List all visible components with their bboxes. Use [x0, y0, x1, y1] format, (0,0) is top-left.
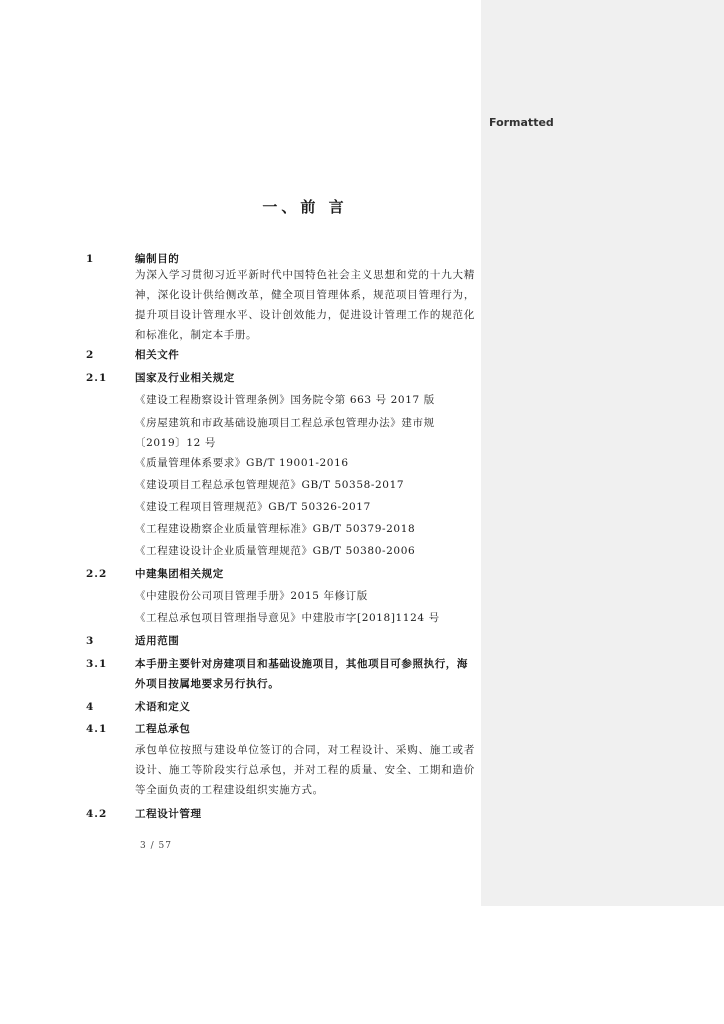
list-item: [0, 413, 480, 453]
purpose-paragraph: [0, 265, 480, 345]
regulation-item: 《房屋建筑和市政基础设施项目工程总承包管理办法》建市规〔2019〕12 号: [135, 417, 435, 449]
section-heading: 编制目的: [135, 253, 180, 265]
section-number: 2: [86, 349, 95, 361]
section-heading: 工程设计管理: [135, 808, 202, 820]
section-heading: 国家及行业相关规定: [135, 372, 235, 384]
section-heading: 中建集团相关规定: [135, 568, 224, 580]
regulation-item: 《中建股份公司项目管理手册》2015 年修订版: [135, 590, 368, 602]
section-number: 2.1: [86, 372, 108, 384]
paragraph-text: 承包单位按照与建设单位签订的合同，对工程设计、采购、施工或者设计、施工等阶段实行总承包，并对工程的质量、安全、工期和造价等全面负责的工程建设组织实施方式。: [135, 744, 475, 796]
definition-paragraph: [0, 740, 480, 800]
comment-pane: [481, 0, 724, 906]
comment-label[interactable]: Formatted: [489, 116, 554, 129]
page-title: 一、前 言: [262, 198, 348, 216]
paragraph-text: 为深入学习贯彻习近平新时代中国特色社会主义思想和党的十九大精神，深化设计供给侧改革，健全项目管理体系，规范项目管理行为，提升项目设计管理水平、设计创效能力，促进设计管理工作的规范化和标准化，制定本手册。: [135, 269, 475, 341]
section-number: 4.1: [86, 723, 108, 735]
regulation-item: 《建设工程项目管理规范》GB/T 50326-2017: [135, 501, 371, 513]
regulation-item: 《建设工程勘察设计管理条例》国务院令第 663 号 2017 版: [135, 394, 435, 406]
section-3-1: [0, 654, 480, 694]
regulation-item: 《工程建设设计企业质量管理规范》GB/T 50380-2006: [135, 545, 416, 557]
regulation-item: 《建设项目工程总承包管理规范》GB/T 50358-2017: [135, 479, 405, 491]
regulation-item: 《工程总承包项目管理指导意见》中建股市字[2018]1124 号: [135, 612, 440, 624]
section-heading: 本手册主要针对房建项目和基础设施项目，其他项目可参照执行，海外项目按属地要求另行执行。: [135, 658, 468, 690]
section-number: 2.2: [86, 568, 108, 580]
section-heading: 适用范围: [135, 635, 180, 647]
section-heading: 工程总承包: [135, 723, 191, 735]
section-number: 4: [86, 701, 95, 713]
regulation-item: 《工程建设勘察企业质量管理标准》GB/T 50379-2018: [135, 523, 416, 535]
section-number: 1: [86, 253, 95, 265]
section-heading: 术语和定义: [135, 701, 191, 713]
section-number: 3: [86, 635, 95, 647]
section-number: 4.2: [86, 808, 108, 820]
page-number: 3 / 57: [140, 841, 172, 851]
section-heading: 相关文件: [135, 349, 180, 361]
section-number: 3.1: [86, 658, 108, 670]
regulation-item: 《质量管理体系要求》GB/T 19001-2016: [135, 457, 349, 469]
